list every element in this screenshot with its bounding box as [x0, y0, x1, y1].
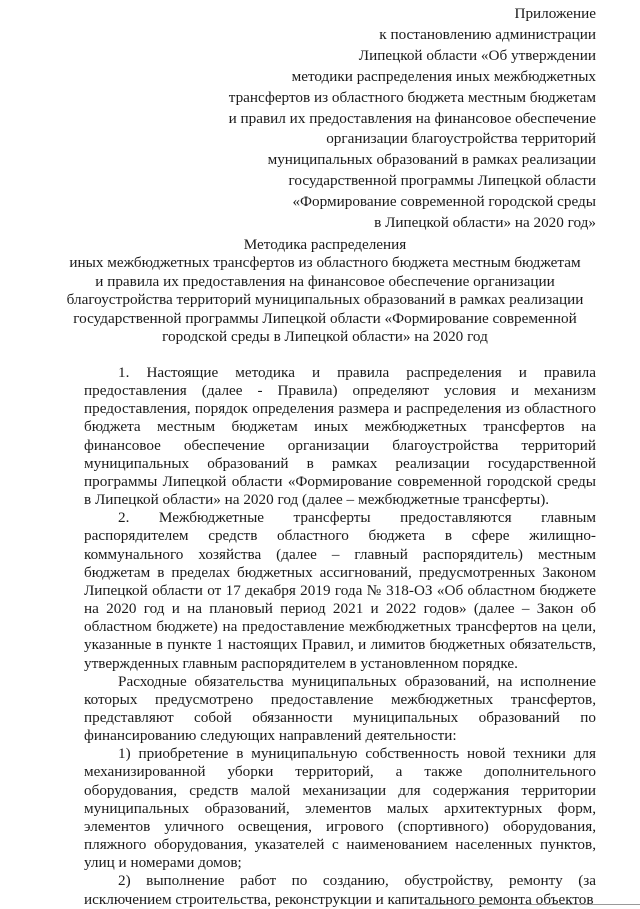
appendix-line: государственной программы Липецкой области	[288, 172, 596, 190]
appendix-line: методики распределения иных межбюджетных	[291, 67, 596, 85]
document-body	[84, 364, 596, 909]
appendix-line: «Формирование современной городской среды	[292, 193, 596, 211]
title-line: иных межбюджетных трансфертов из областного бюджета местным бюджетам	[69, 254, 581, 272]
title-line: благоустройства территорий муниципальных образований в рамках реализации	[66, 291, 584, 309]
appendix-line: трансфертов из областного бюджета местным бюджетам	[228, 88, 596, 106]
appendix-line: муниципальных образований в рамках реализации	[267, 151, 596, 169]
appendix-line: в Липецкой области» на 2020 год»	[374, 214, 596, 232]
appendix-line: к постановлению администрации	[379, 25, 596, 43]
appendix-line: и правил их предоставления на финансовое обеспечение	[228, 109, 596, 127]
title-line: городской среды в Липецкой области» на 2020 год	[162, 328, 488, 346]
list-item-2: 2) выполнение работ по созданию, обустройству, ремонту (за исключением строительства, реконструкции и капитального ремонта объектов	[84, 872, 596, 908]
list-item-1: 1) приобретение в муниципальную собственность новой техники для механизированной уборки территорий, а также дополнительного оборудования, средств малой механизации для содержания территории муниципальных образований, элементов малых архитектурных форм, элементов уличного освещения, игрового (спортивного) оборудования, пляжного оборудования, указателей с наименованием населенных пунктов, улиц и номерами домов;	[84, 745, 596, 872]
paragraph-1: 1. Настоящие методика и правила распределения и правила предоставления (далее - Правила) определяют условия и механизм предоставления, порядок определения размера и распределения из областного бюджета местным бюджетам иных межбюджетных трансфертов на финансовое обеспечение организации благоустройства территорий муниципальных образований в рамках реализации государственной программы Липецкой области «Формирование современной городской среды в Липецкой области» на 2020 год (далее – межбюджетные трансферты).	[84, 364, 596, 509]
title-line: и правила их предоставления на финансовое обеспечение организации	[95, 272, 555, 290]
paragraph-obligations: Расходные обязательства муниципальных образований, на исполнение которых предусмотрено предоставление межбюджетных трансфертов, представляют собой обязанности муниципальных образований по финансированию следующих направлений деятельности:	[84, 672, 596, 745]
appendix-block	[156, 4, 596, 234]
document-title	[52, 236, 598, 346]
appendix-line: Приложение	[514, 5, 596, 22]
appendix-line: Липецкой области «Об утверждении	[358, 46, 596, 64]
appendix-line: организации благоустройства территорий	[326, 130, 596, 148]
paragraph-2: 2. Межбюджетные трансферты предоставляются главным распорядителем средств областного бюджета в сфере жилищно-коммунального хозяйства (далее – главный распорядитель) местным бюджетам в пределах бюджетных ассигнований, предусмотренных Законом Липецкой области от 17 декабря 2019 года № 318-ОЗ «Об областном бюджете на 2020 год и на плановый период 2021 и 2022 годов» (далее – Закон об областном бюджете) на предоставление межбюджетных трансфертов на цели, указанные в пункте 1 настоящих Правил, и лимитов бюджетных обязательств, утвержденных главным распорядителем в установленном порядке.	[84, 509, 596, 672]
title-line: Методика распределения	[243, 236, 407, 253]
title-line: государственной программы Липецкой области «Формирование современной	[73, 309, 577, 327]
